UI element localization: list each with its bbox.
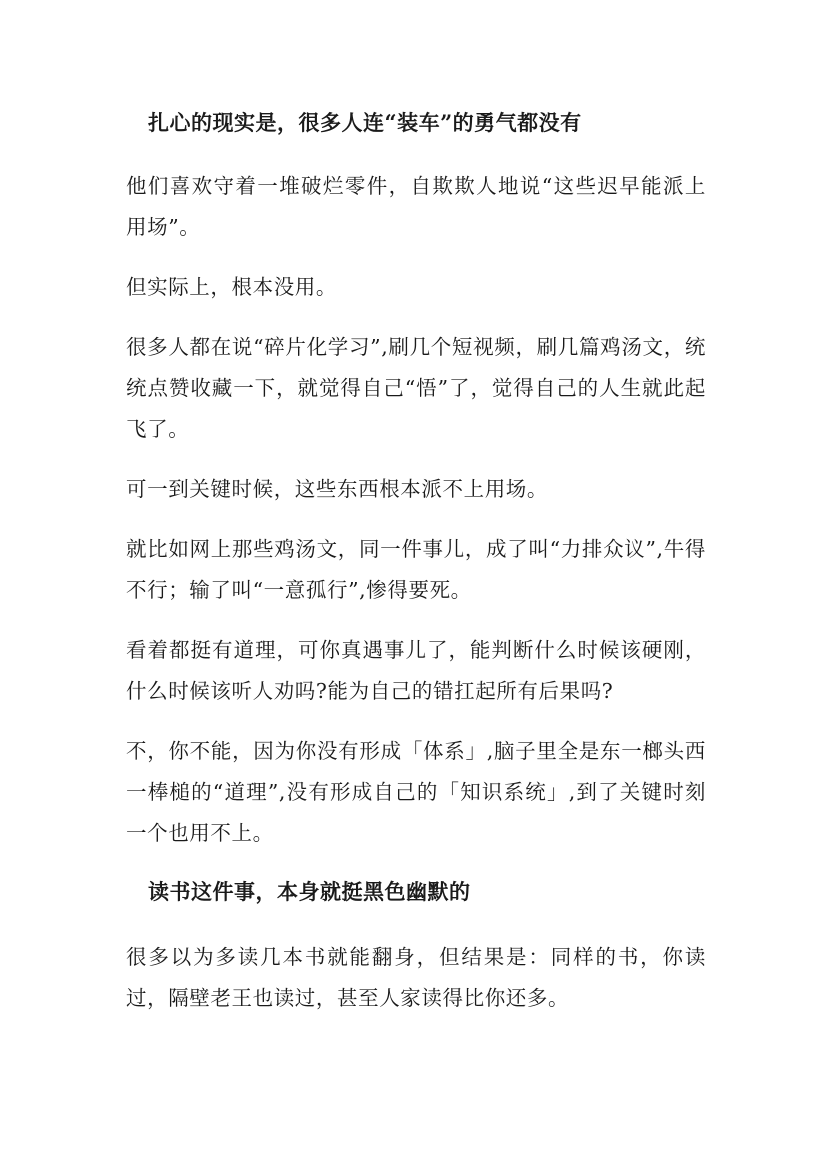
paragraph-6: 看着都挺有道理，可你真遇事儿了，能判断什么时候该硬刚，什么时候该听人劝吗?能为自己的错扛起所有后果吗?: [126, 638, 706, 703]
paragraph-3: 很多人都在说“碎片化学习”,刷几个短视频，刷几篇鸡汤文，统统点赞收藏一下，就觉得自己“悟”了，觉得自己的人生就此起飞了。: [126, 335, 706, 441]
paragraph-7: 不，你不能，因为你没有形成「体系」,脑子里全是东一榔头西一棒槌的“道理”,没有形成自己的「知识系统」,到了关键时刻一个也用不上。: [126, 739, 706, 845]
paragraph-8: 很多以为多读几本书就能翻身，但结果是：同样的书，你读过，隔壁老王也读过，甚至人家读得比你还多。: [126, 945, 706, 1010]
section-heading-2: 读书这件事，本身就挺黑色幽默的: [148, 879, 471, 904]
paragraph-2: 但实际上，根本没用。: [126, 275, 337, 299]
paragraph-5: 就比如网上那些鸡汤文，同一件事儿，成了叫“力排众议”,牛得不行；输了叫“一意孤行”,惨得要死。: [126, 537, 706, 602]
paragraph-4: 可一到关键时候，这些东西根本派不上用场。: [126, 477, 548, 501]
section-heading-1: 扎心的现实是，很多人连“装车”的勇气都没有: [148, 110, 582, 135]
document-page: [126, 104, 706, 1038]
paragraph-1: 他们喜欢守着一堆破烂零件，自欺欺人地说“这些迟早能派上用场”。: [126, 174, 706, 239]
